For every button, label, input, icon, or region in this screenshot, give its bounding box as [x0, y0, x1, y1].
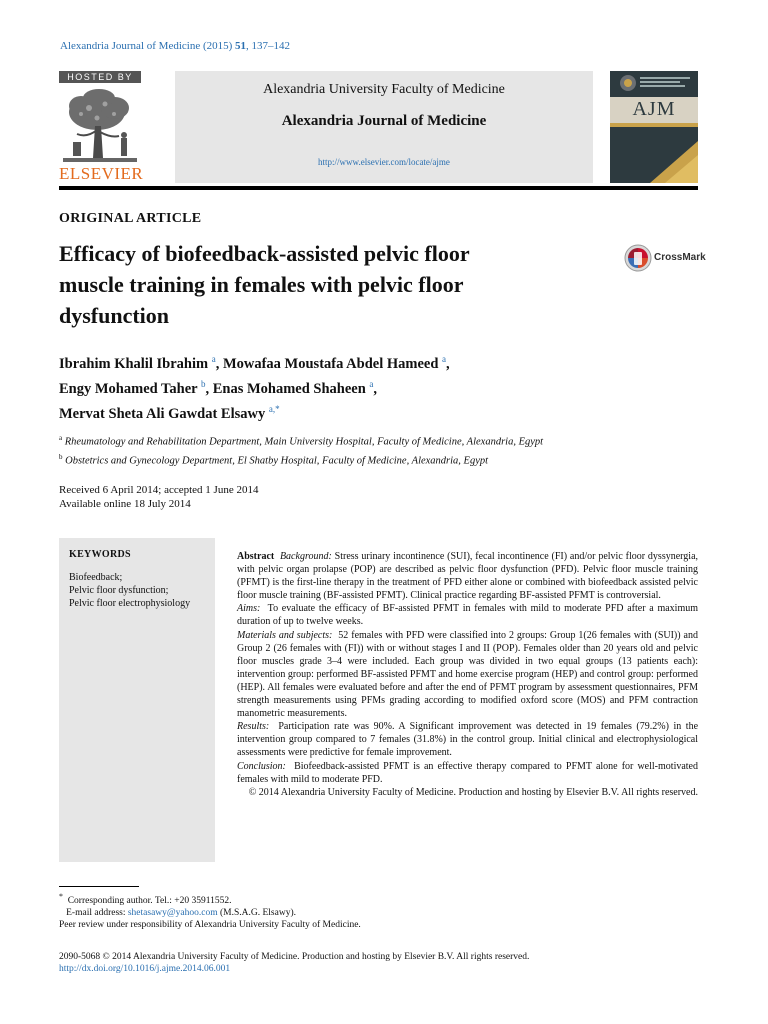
abstract-copyright: © 2014 Alexandria University Faculty of Medicine. Production and hosting by Elsevier B.V. All rights reserved. [248, 786, 698, 798]
abstract-conclusion [237, 760, 698, 786]
email-note [59, 907, 389, 919]
affiliation-text: Obstetrics and Gynecology Department, El Shatby Hospital, Faculty of Medicine, Alexandria, Egypt [65, 455, 489, 466]
article-type: ORIGINAL ARTICLE [59, 211, 202, 226]
author-name[interactable]: Mowafaa Moustafa Abdel Hameed [222, 355, 439, 372]
keyword-item: Pelvic floor dysfunction; [69, 585, 169, 596]
abstract-subhead: Background: [279, 551, 332, 562]
online-date: Available online 18 July 2014 [59, 498, 191, 510]
abstract-results-text: Participation rate was 90%. A Significant improvement was detected in 19 females (79.2%) in the intervention group compared to 7 females (31.8%) in the control group. Initial clinical and electrophysiological assessments were predictive for female improvement. [237, 721, 699, 759]
corresponding-author-text: Corresponding author. Tel.: +20 35911552. [67, 896, 232, 907]
cover-title: AJM [632, 98, 676, 120]
author-affil-mark[interactable]: a [442, 354, 447, 364]
abstract-results [237, 720, 698, 759]
peer-review-note: Peer review under responsibility of Alexandria University Faculty of Medicine. [59, 920, 361, 931]
affiliation-text: Rheumatology and Rehabilitation Department, Main University Hospital, Faculty of Medicine, Alexandria, Egypt [64, 436, 544, 448]
affiliation-mark: a [59, 434, 63, 442]
cover-art-icon [610, 71, 698, 183]
keywords-title: KEYWORDS [69, 549, 131, 560]
issn-copyright: 2090-5068 © 2014 Alexandria University Faculty of Medicine. Production and hosting by Elsevier B.V. All rights reserved. [59, 952, 530, 962]
header-divider [59, 186, 698, 190]
keywords-list [69, 571, 209, 610]
journal-cover-thumbnail[interactable] [610, 71, 698, 183]
abstract-background-text: Stress urinary incontinence (SUI), fecal incontinence (FI) and/or pelvic floor dyssynergia, with pelvic organ prolapse (POP) are described as pelvic floor dysfunction (PFD). Pelvic floor muscle training (PFMT) is the first-line therapy in the treatment of PFD either alone or combined with biofeedback assisted pelvic floor muscle training (BF-assisted PFMT). Clinical practice regarding BF-assisted PFMT is controversial. [237, 551, 699, 602]
author-affil-mark[interactable]: a [211, 354, 216, 364]
citation-pages: , 137–142 [246, 40, 291, 52]
journal-citation[interactable] [60, 40, 290, 52]
crossmark-label: CrossMark [654, 252, 706, 263]
abstract-conclusion-text: Biofeedback-assisted PFMT is an effective therapy compared to PFMT alone for well-motivated females with mild to moderate PFD. [237, 760, 698, 785]
citation-volume: 51 [235, 40, 247, 52]
email-suffix: (M.S.A.G. Elsawy). [219, 908, 296, 919]
abstract-subhead: Materials and subjects: [237, 629, 333, 641]
author-name[interactable]: Mervat Sheta Ali Gawdat Elsawy [59, 405, 266, 422]
affiliation-item [59, 450, 699, 469]
title-line: dysfunction [59, 303, 170, 328]
journal-name: Alexandria Journal of Medicine [281, 113, 487, 129]
affiliations [59, 431, 699, 468]
abstract-background [237, 550, 698, 602]
crossmark-icon [624, 244, 652, 272]
footnotes [59, 891, 389, 931]
keyword-item: Pelvic floor electrophysiology [69, 598, 191, 609]
abstract-section [237, 550, 698, 799]
abstract-subhead: Conclusion: [237, 760, 286, 772]
footnote-divider [59, 886, 139, 887]
keyword-item: Biofeedback; [69, 572, 123, 583]
author-name[interactable]: Engy Mohamed Taher [59, 380, 198, 397]
citation-text: Alexandria Journal of Medicine (2015) [60, 40, 233, 52]
institution-name: Alexandria University Faculty of Medicine [263, 82, 505, 97]
journal-url-link[interactable]: http://www.elsevier.com/locate/ajme [318, 157, 450, 167]
crossmark-button[interactable] [624, 244, 704, 272]
affiliation-item [59, 431, 699, 450]
author-name[interactable]: Enas Mohamed Shaheen [212, 380, 366, 397]
doi-link[interactable]: http://dx.doi.org/10.1016/j.ajme.2014.06.001 [59, 964, 231, 974]
article-title [59, 238, 579, 331]
abstract-aims-text: To evaluate the efficacy of BF-assisted PFMT in females with mild to moderate PFD after a maximum duration of up to twelve weeks. [237, 603, 698, 628]
abstract-aims [237, 602, 698, 628]
article-dates [59, 483, 258, 511]
abstract-subhead: Results: [237, 721, 270, 733]
author-affil-mark[interactable]: a [369, 378, 374, 389]
affiliation-mark: b [59, 452, 63, 461]
elsevier-wordmark[interactable]: ELSEVIER [59, 164, 144, 183]
footnote-mark: * [59, 892, 63, 901]
author-list: Ibrahim Khalil Ibrahim $^a$, Mowafaa Moustafa Abdel Hameed $^a$, Engy Mohamed Taher $^b$, Enas Mohamed Shaheen $^a$, Mervat Sheta Ali Gawdat Elsawy $^{a,*}$ [59, 354, 450, 422]
page-footer [59, 951, 699, 975]
author-affil-mark[interactable]: b [200, 378, 206, 389]
author-name[interactable]: Ibrahim Khalil Ibrahim [59, 355, 209, 372]
abstract-materials [237, 629, 698, 721]
received-date: Received 6 April 2014; accepted 1 June 2014 [59, 484, 259, 496]
abstract-subhead: Aims: [237, 603, 261, 615]
email-label: E-mail address: [66, 908, 126, 919]
corresponding-author-note [59, 891, 389, 907]
abstract-label: Abstract [237, 551, 275, 562]
title-line: muscle training in females with pelvic floor [59, 272, 464, 297]
hosted-by-label: HOSTED BY [59, 71, 141, 83]
email-link[interactable]: shetasawy@yahoo.com [127, 908, 218, 919]
author-affil-mark[interactable]: a,* [268, 403, 280, 414]
title-line: Efficacy of biofeedback-assisted pelvic floor [59, 241, 470, 266]
abstract-materials-text: 52 females with PFD were classified into 2 groups: Group 1(26 females with (SUI)) and Group 2 (26 females with (FI)) with or without stages I and II (POP). Females older than 20 years old and pelvic floor muscles grade 3–4 were included. Each group was divided in two equal groups (13 patients each): intervention group: performed BF-assisted PFMT and home exercise program (HEP) and control group: performed (HEP). All females were evaluated before and after the end of PFMT program by assessment questionnaires, PFM strength measurements using PFMs grading according to modified oxford score (MOS) and PFM contraction manometric measurements. [237, 629, 698, 720]
